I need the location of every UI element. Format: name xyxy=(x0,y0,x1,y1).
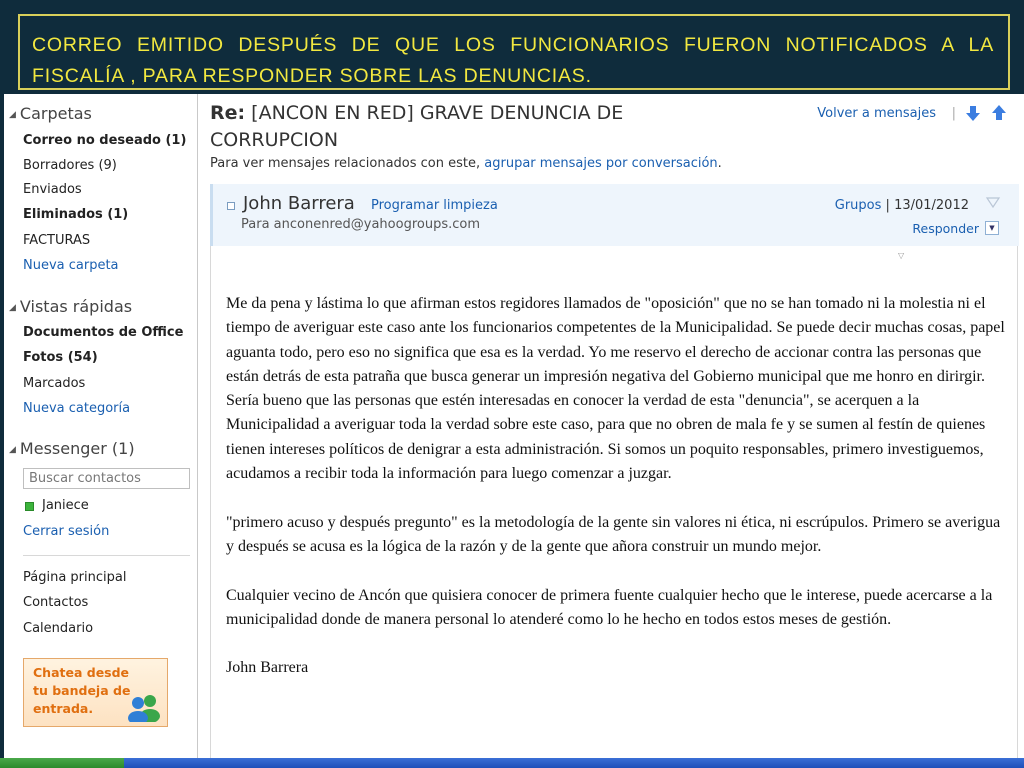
group-by-conversation-link[interactable]: agrupar mensajes por conversación xyxy=(484,156,718,171)
recipient-line: Para anconenred@yahoogroups.com xyxy=(241,217,480,232)
collapse-header-icon[interactable] xyxy=(227,202,235,210)
message-date: 13/01/2012 xyxy=(894,198,969,213)
folder-sent[interactable]: Enviados xyxy=(23,182,82,197)
link-contacts[interactable]: Contactos xyxy=(23,595,89,610)
schedule-cleanup-link[interactable]: Programar limpieza xyxy=(371,198,498,213)
flag-icon[interactable] xyxy=(985,195,1001,211)
new-folder-link[interactable]: Nueva carpeta xyxy=(23,258,119,273)
sign-out-link[interactable]: Cerrar sesión xyxy=(23,524,110,539)
groups-link[interactable]: Grupos xyxy=(834,198,882,213)
collapse-triangle-icon: ◢ xyxy=(9,445,16,455)
quick-view-photos[interactable]: Fotos (54) xyxy=(23,350,98,365)
chat-promo-banner[interactable] xyxy=(23,658,168,727)
taskbar xyxy=(0,758,1024,768)
slide-title: CORREO EMITIDO DESPUÉS DE QUE LOS FUNCIONARIOS FUERON NOTIFICADOS A LA FISCALÍA , PARA RESPONDER SOBRE LAS DENUNCIAS. xyxy=(32,34,994,87)
message-body xyxy=(226,292,1006,705)
body-paragraph-2: "primero acuso y después pregunto" es la metodología de la gente sin valores ni ética, ni escrúpulos. Primero se averigua y después se acusa es la lógica de la razón y de la gente que añora construir un mundo mejor. xyxy=(226,513,1001,555)
body-signature: John Barrera xyxy=(226,659,309,677)
email-screenshot xyxy=(4,94,1024,768)
reply-button[interactable]: Responder xyxy=(912,221,979,236)
reply-dropdown-icon[interactable]: ▼ xyxy=(985,221,999,235)
separator: | xyxy=(951,106,956,121)
sidebar xyxy=(4,94,198,768)
message-subject: Re: [ANCON EN RED] GRAVE DENUNCIA DE CORRUPCION xyxy=(210,102,624,151)
folder-deleted[interactable]: Eliminados (1) xyxy=(23,207,129,222)
message-header xyxy=(210,184,1019,246)
contact-janiece[interactable]: Janiece xyxy=(42,498,89,513)
back-to-messages-link[interactable]: Volver a mensajes xyxy=(817,106,936,121)
message-pane xyxy=(198,94,1024,768)
sender-name[interactable]: John Barrera xyxy=(243,193,355,214)
folder-junk[interactable]: Correo no deseado (1) xyxy=(23,133,187,148)
link-calendar[interactable]: Calendario xyxy=(23,621,94,636)
body-paragraph-1: Me da pena y lástima lo que afirman estos regidores llamados de "oposición" que no se han tomado ni la molestia ni el tiempo de averiguar este caso ante los funcionarios competentes de la Municipalidad. Se puede decir muchas cosas, papel aguanta todo, pero eso no significa que esa es la verdad. Yo me reservo el derecho de accionar contra las personas que están detrás de esta patraña que busca generar un impresión negativa del Gobierno municipal que me honro en dirirgir. Sería bueno que las personas que estén interesadas en conocer la verdad de esta "denuncia", se acerquen a la Municipalidad a averiguar toda la verdad sobre este caso, para que no obren de mala fe y se sumen al festín de quienes tienen intereses políticos de denigrar a esta administración. Si somos un poquito responsables, primero investiguemos, acudamos a recibir toda la información para luego comenzar a juzgar. xyxy=(226,295,1005,483)
online-status-icon xyxy=(25,502,34,511)
slide-title-box xyxy=(18,14,1010,90)
messenger-buddies-icon xyxy=(124,692,164,722)
chat-promo-text: Chatea desde tu bandeja de entrada. xyxy=(33,665,131,716)
folder-drafts[interactable]: Borradores (9) xyxy=(23,158,117,173)
conversation-note: Para ver mensajes relacionados con este, agrupar mensajes por conversación. xyxy=(210,156,722,171)
previous-message-up-arrow-icon[interactable] xyxy=(990,104,1008,122)
new-category-link[interactable]: Nueva categoría xyxy=(23,401,131,416)
collapse-triangle-icon: ◢ xyxy=(9,110,16,120)
link-home[interactable]: Página principal xyxy=(23,570,127,585)
messenger-section-title[interactable]: ◢ Messenger (1) xyxy=(9,439,135,458)
next-message-down-arrow-icon[interactable] xyxy=(964,104,982,122)
expand-caret-icon[interactable]: ▽ xyxy=(898,251,905,260)
quick-views-section-title[interactable]: ◢ Vistas rápidas xyxy=(9,297,133,316)
sidebar-divider xyxy=(23,555,190,556)
quick-view-flagged[interactable]: Marcados xyxy=(23,376,86,391)
folder-facturas[interactable]: FACTURAS xyxy=(23,233,91,248)
body-paragraph-3: Cualquier vecino de Ancón que quisiera conocer de primera fuente cualquier hecho que le interese, puede acercarse a la municipalidad donde de manera personal lo atenderé como lo he hecho en todos estos meses de gestión. xyxy=(226,586,993,628)
quick-view-office-docs[interactable]: Documentos de Office xyxy=(23,325,184,340)
start-button[interactable] xyxy=(0,758,124,768)
groups-date: Grupos | 13/01/2012 xyxy=(834,198,969,213)
search-contacts-input[interactable]: Buscar contactos xyxy=(23,468,190,489)
collapse-triangle-icon: ◢ xyxy=(9,303,16,313)
folders-section-title[interactable]: ◢ Carpetas xyxy=(9,104,92,123)
